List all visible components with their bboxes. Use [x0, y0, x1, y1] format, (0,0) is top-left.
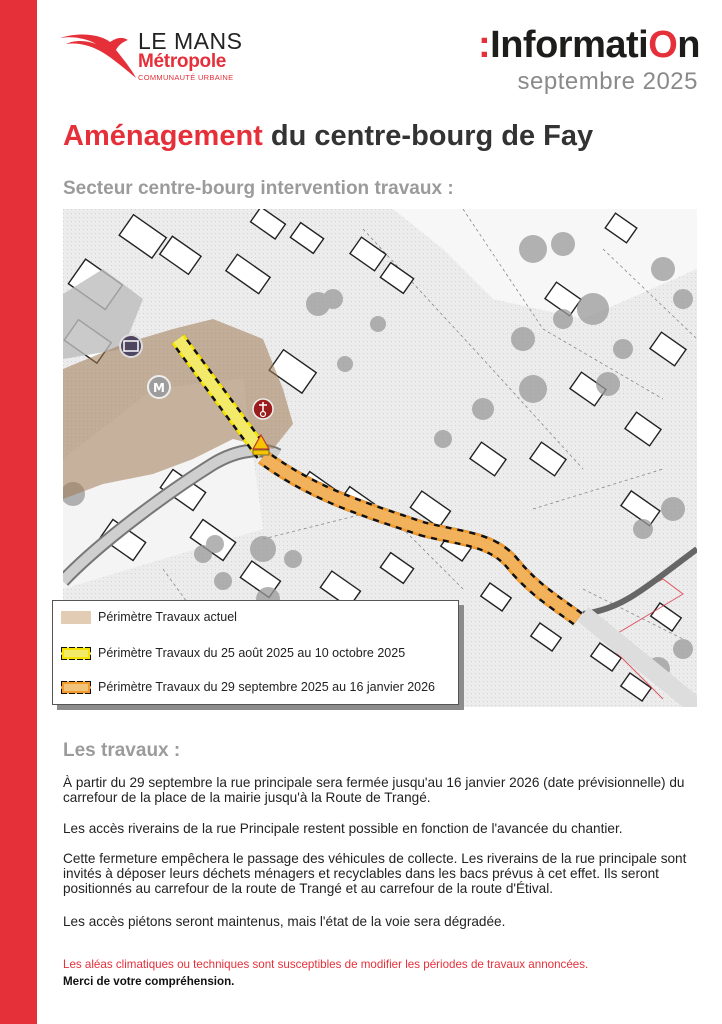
legend-swatch-yellow — [61, 647, 91, 660]
issue-date: septembre 2025 — [517, 68, 698, 95]
weather-warning: Les aléas climatiques ou techniques sont susceptibles de modifier les périodes de travaux annoncées. — [63, 958, 589, 971]
map-section-heading: Secteur centre-bourg intervention travaux : — [63, 178, 454, 199]
church-icon — [253, 399, 273, 419]
legend-item-orange — [61, 677, 435, 697]
map-legend — [52, 600, 459, 705]
page-title-rest: du centre-bourg de Fay — [262, 120, 594, 152]
briefcase-icon — [120, 335, 142, 357]
paragraph-pedestrians: Les accès piétons seront maintenus, mais l'état de la voie sera dégradée. — [63, 914, 506, 929]
page-title — [63, 120, 593, 153]
paragraph-collection: Cette fermeture empêchera le passage des véhicules de collecte. Les riverains de la rue principale sont invités à déposer leurs déchets ménagers et recyclables dans les bacs prévus à cet effet. Ils seront positionnés au carrefour de la route de Trangé et au carrefour de la route d'Étival. — [63, 851, 687, 896]
legend-swatch-current — [61, 611, 91, 624]
legend-label: Périmètre Travaux du 25 août 2025 au 10 octobre 2025 — [98, 646, 406, 660]
legend-item-current — [61, 607, 237, 627]
logo-line-le-mans: LE MANS — [138, 28, 243, 54]
info-word-end: n — [677, 24, 700, 66]
bird-logo-icon — [58, 30, 140, 80]
info-word-start: Informati — [490, 24, 649, 66]
works-section-heading: Les travaux : — [63, 740, 181, 761]
legend-swatch-orange — [61, 681, 91, 694]
legend-item-yellow — [61, 643, 405, 663]
paragraph-closure: À partir du 29 septembre la rue principale sera fermée jusqu'au 16 janvier 2026 (date prévisionnelle) du carrefour de la place de la mairie jusqu'à la Route de Trangé. — [63, 775, 685, 805]
le-mans-metropole-logo — [58, 28, 278, 88]
thanks-note: Merci de votre compréhension. — [63, 975, 235, 988]
red-sidebar-band — [0, 0, 37, 1024]
page-title-accent: Aménagement — [63, 120, 263, 152]
info-word-accent: O — [648, 24, 678, 66]
legend-label: Périmètre Travaux actuel — [98, 610, 237, 624]
mairie-icon — [148, 376, 170, 398]
paragraph-access: Les accès riverains de la rue Principale restent possible en fonction de l'avancée du chantier. — [63, 821, 623, 836]
logo-line-metropole: Métropole — [138, 51, 227, 72]
legend-label: Périmètre Travaux du 29 septembre 2025 au 16 janvier 2026 — [98, 680, 436, 694]
information-heading — [478, 26, 700, 64]
svg-text:M: M — [153, 381, 165, 395]
logo-line-communaute: COMMUNAUTÉ URBAINE — [138, 73, 234, 82]
colon-mark: : — [478, 24, 491, 66]
